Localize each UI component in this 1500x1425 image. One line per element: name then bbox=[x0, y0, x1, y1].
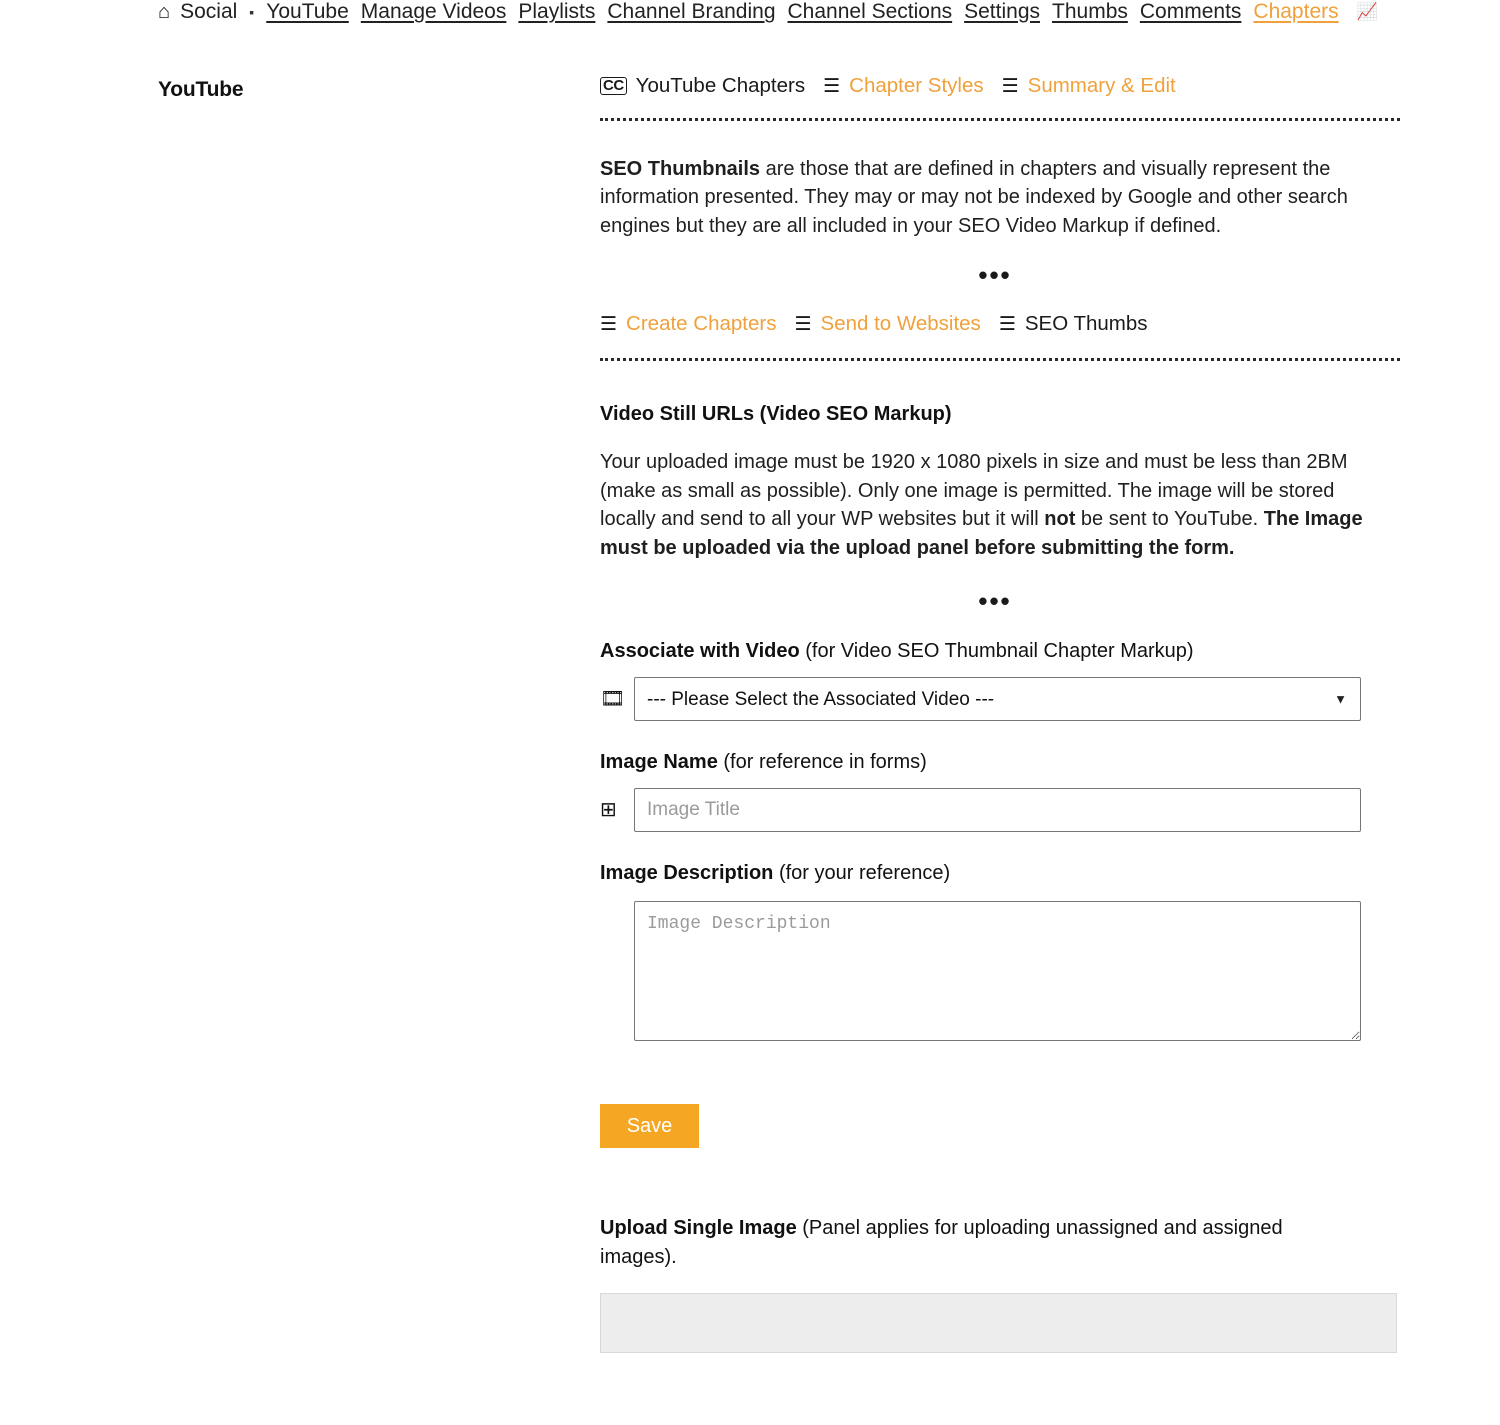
section-body-1: Your uploaded image must be 1920 x 1080 pixels in size and must be less than 2BM (make as small as possible). Only one image is permitted. The image will be stored locally and send to all your WP websites but it will bbox=[600, 451, 1348, 531]
upload-label-bold: Upload Single Image bbox=[600, 1217, 797, 1240]
image-name-label-normal: (for reference in forms) bbox=[717, 751, 927, 774]
upload-single-image-label bbox=[600, 1214, 1360, 1271]
chart-icon[interactable]: 📈 bbox=[1356, 2, 1378, 21]
upload-label-normal: (Panel applies for uploading unassigned and assigned images). bbox=[600, 1217, 1283, 1268]
divider-bottom bbox=[600, 358, 1400, 361]
associate-video-label-bold: Associate with Video bbox=[600, 640, 800, 663]
divider-top bbox=[600, 118, 1400, 121]
tab-chapter-styles-label: Chapter Styles bbox=[849, 74, 984, 97]
nav-item-thumbs[interactable]: Thumbs bbox=[1052, 0, 1128, 23]
nav-item-social[interactable]: Social bbox=[180, 0, 238, 23]
page-title: YouTube bbox=[158, 78, 244, 101]
tab-seo-thumbs[interactable] bbox=[999, 312, 1148, 336]
nav-item-manage-videos[interactable]: Manage Videos bbox=[360, 0, 507, 23]
nav-item-channel-branding[interactable]: Channel Branding bbox=[607, 0, 776, 23]
tab-youtube-chapters[interactable] bbox=[600, 74, 805, 98]
image-name-label bbox=[600, 751, 1400, 774]
associate-video-select[interactable] bbox=[634, 677, 1361, 721]
hamburger-icon: ☰ bbox=[998, 313, 1016, 335]
top-navigation bbox=[0, 0, 1500, 32]
home-icon[interactable]: ⌂ bbox=[158, 1, 171, 23]
tab-create-chapters-label: Create Chapters bbox=[626, 312, 777, 336]
tab-summary-edit-label: Summary & Edit bbox=[1027, 74, 1176, 97]
film-strip-icon: 🎞 bbox=[600, 688, 626, 711]
associate-video-row bbox=[600, 677, 1400, 721]
save-button[interactable]: Save bbox=[600, 1104, 699, 1148]
hamburger-icon: ☰ bbox=[1001, 75, 1019, 97]
upload-panel[interactable] bbox=[600, 1293, 1397, 1353]
section-heading: Video Still URLs (Video SEO Markup) bbox=[600, 403, 952, 426]
primary-tab-row bbox=[600, 74, 1400, 98]
image-description-row bbox=[634, 901, 1400, 1046]
section-body-2: be sent to YouTube. bbox=[1075, 508, 1264, 531]
ellipsis-separator-2: ••• bbox=[978, 585, 1012, 616]
tab-chapter-styles[interactable] bbox=[823, 74, 984, 98]
tab-send-to-websites-label: Send to Websites bbox=[820, 312, 981, 336]
tab-send-to-websites[interactable] bbox=[794, 312, 980, 336]
nav-item-settings[interactable]: Settings bbox=[964, 0, 1041, 23]
section-body-not: not bbox=[1044, 508, 1076, 531]
tab-summary-edit[interactable] bbox=[1002, 74, 1176, 98]
hamburger-icon: ☰ bbox=[823, 75, 841, 97]
main-content bbox=[600, 74, 1400, 1353]
plus-box-icon[interactable]: ⊞ bbox=[600, 799, 617, 822]
tab-seo-thumbs-label: SEO Thumbs bbox=[1024, 312, 1148, 336]
image-name-input[interactable] bbox=[634, 788, 1361, 832]
image-description-label-bold: Image Description bbox=[600, 862, 774, 885]
secondary-tab-row bbox=[600, 312, 1400, 336]
section-paragraph bbox=[600, 448, 1380, 562]
closed-captions-icon: CC bbox=[600, 77, 627, 96]
intro-body: are those that are defined in chapters and visually represent the information presented. They may or may not be indexed by Google and other search engines but they are all included in your SEO Video Markup if defined. bbox=[600, 158, 1348, 237]
tab-youtube-chapters-label: YouTube Chapters bbox=[635, 74, 806, 97]
tab-create-chapters[interactable] bbox=[600, 312, 776, 336]
associate-video-label-normal: (for Video SEO Thumbnail Chapter Markup) bbox=[799, 640, 1194, 663]
hamburger-icon: ☰ bbox=[794, 313, 812, 335]
image-description-textarea[interactable] bbox=[634, 901, 1361, 1041]
intro-paragraph bbox=[600, 155, 1380, 240]
nav-separator: ▪ bbox=[249, 4, 255, 20]
image-name-row bbox=[600, 788, 1400, 832]
nav-item-playlists[interactable]: Playlists bbox=[518, 0, 596, 23]
image-name-label-bold: Image Name bbox=[600, 751, 718, 774]
nav-item-chapters[interactable]: Chapters bbox=[1253, 0, 1339, 23]
ellipsis-separator-1: ••• bbox=[978, 260, 1012, 291]
hamburger-icon: ☰ bbox=[600, 313, 618, 335]
save-row bbox=[600, 1046, 1400, 1148]
associate-video-select-wrap bbox=[634, 677, 1361, 721]
section-body-tail: The Image must be uploaded via the upload panel before submitting the form. bbox=[600, 508, 1363, 559]
nav-item-channel-sections[interactable]: Channel Sections bbox=[787, 0, 953, 23]
chevron-down-icon: ▼ bbox=[1334, 691, 1347, 707]
image-description-label-normal: (for your reference) bbox=[773, 862, 951, 885]
nav-item-comments[interactable]: Comments bbox=[1139, 0, 1242, 23]
image-description-label bbox=[600, 862, 1400, 885]
intro-lead: SEO Thumbnails bbox=[600, 158, 761, 180]
associate-video-label bbox=[600, 640, 1400, 663]
nav-item-youtube[interactable]: YouTube bbox=[266, 0, 349, 23]
